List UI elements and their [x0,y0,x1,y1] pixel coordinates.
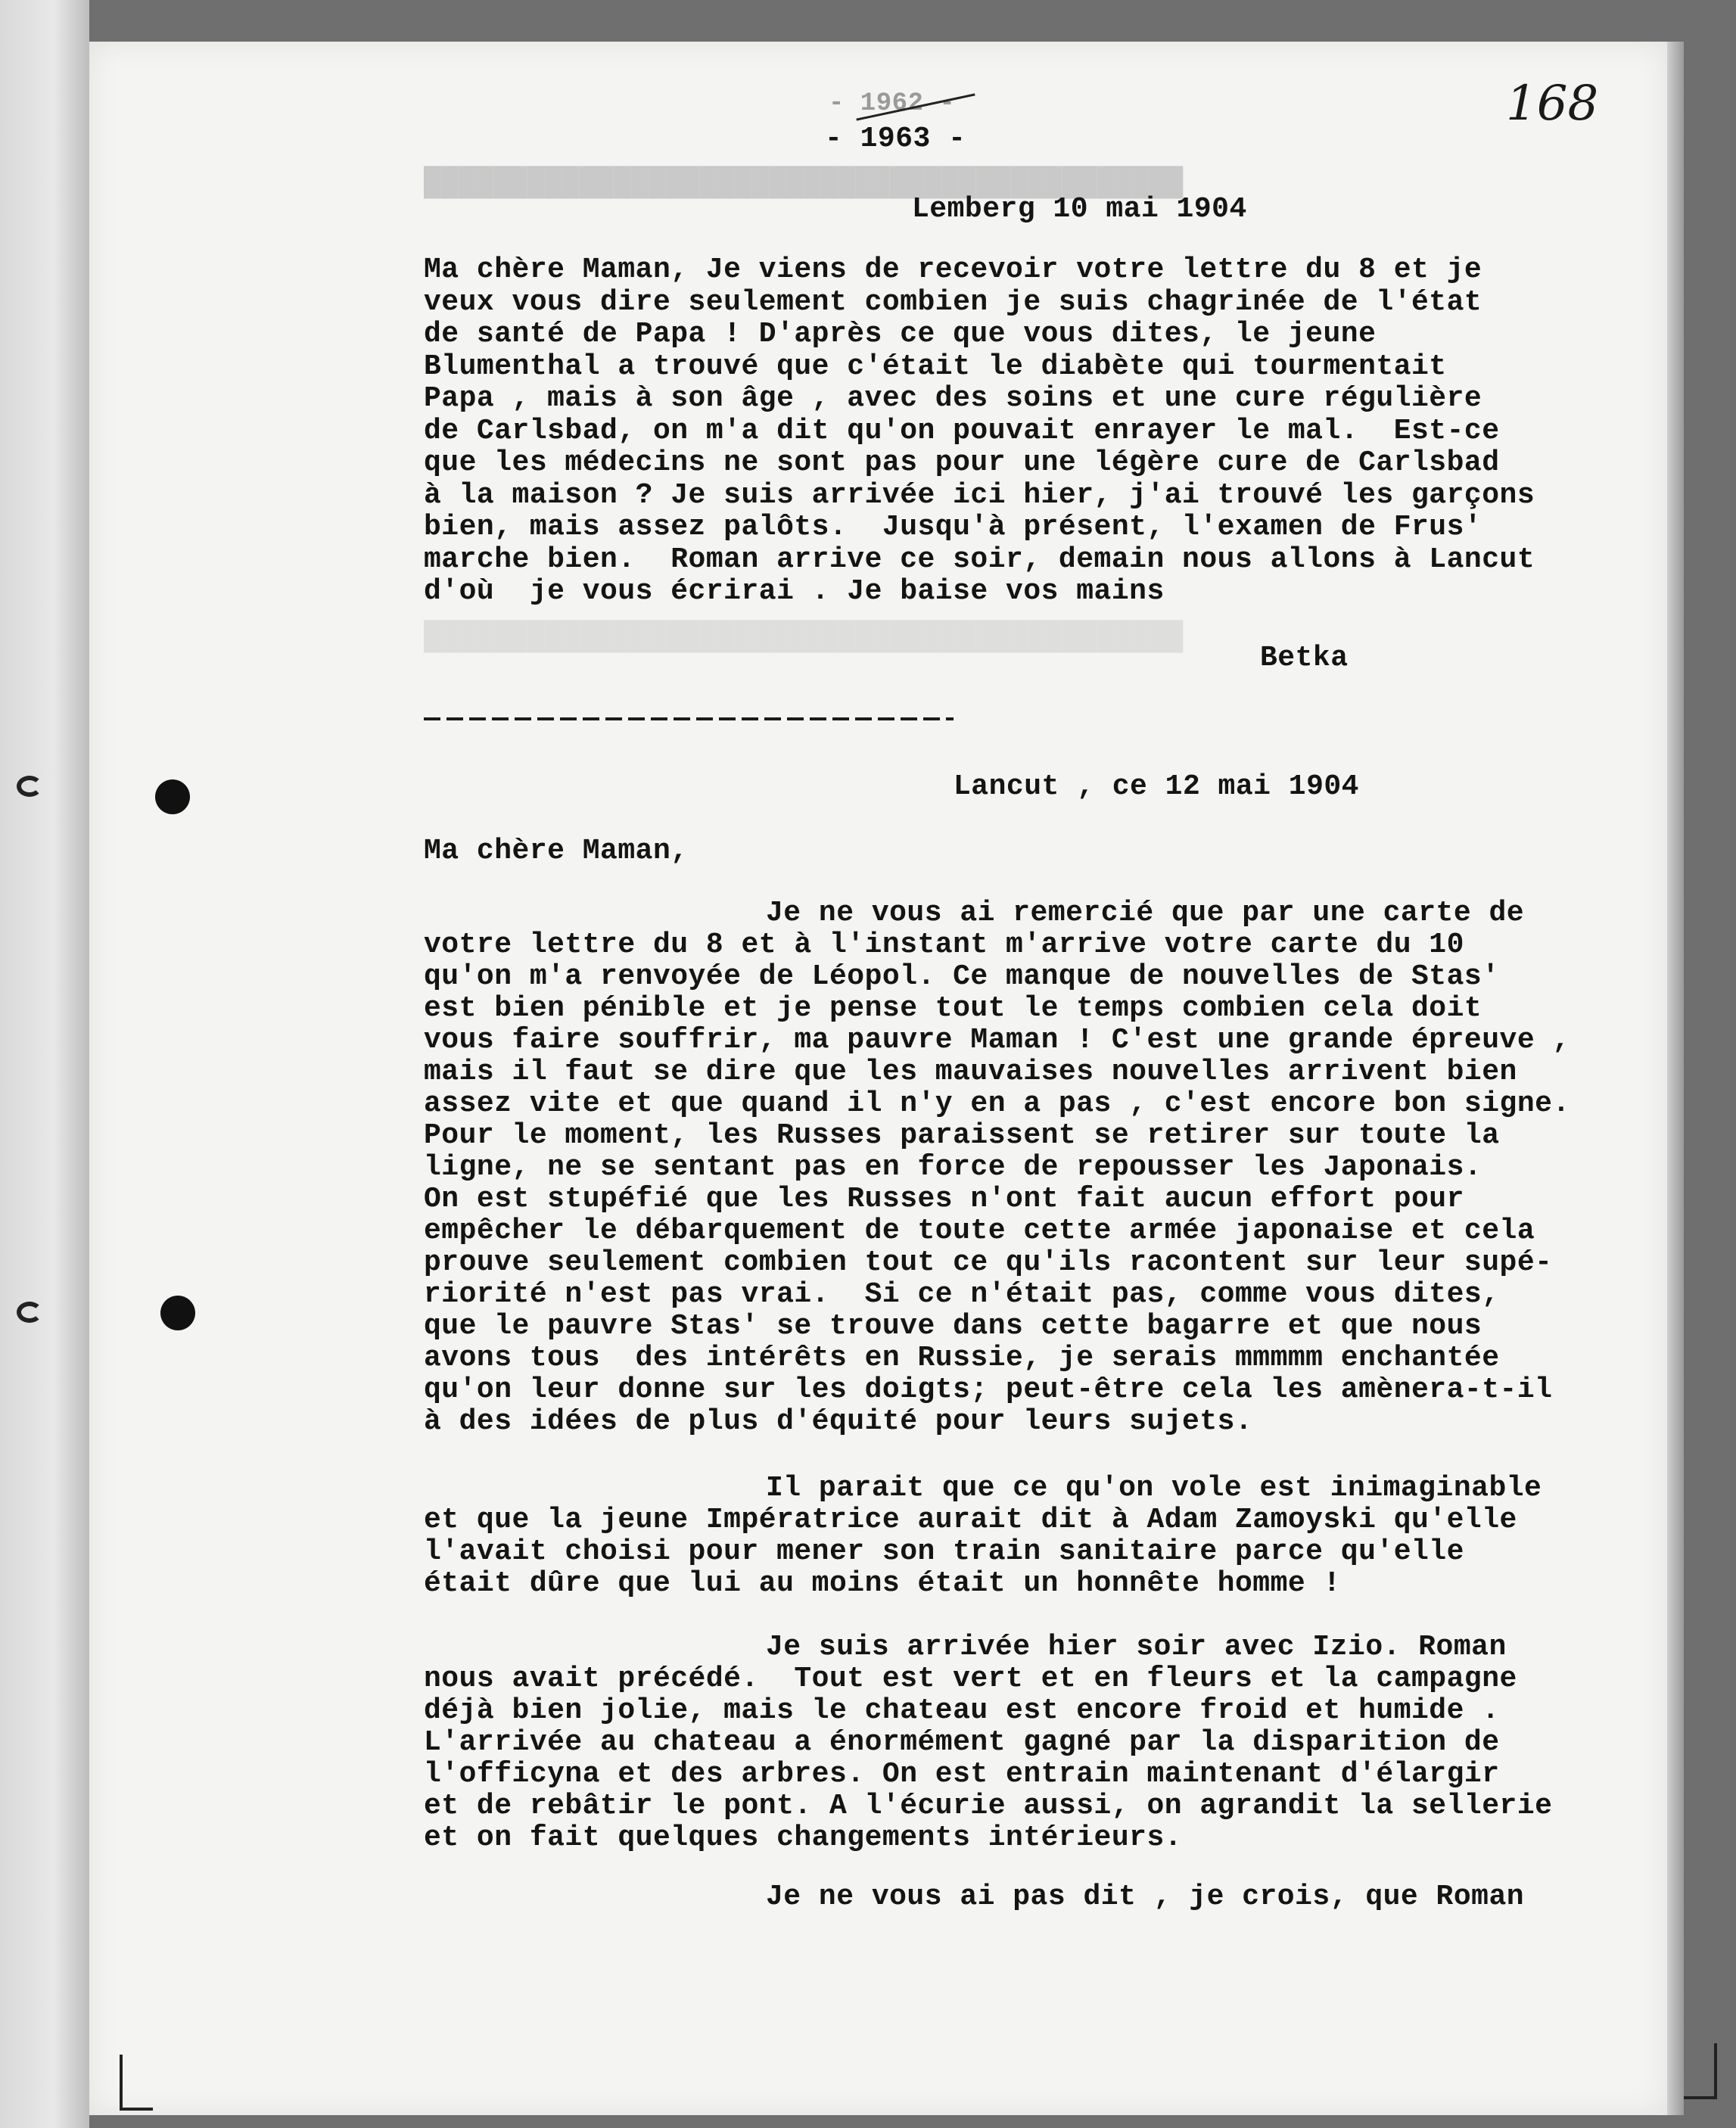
text-line: assez vite et que quand il n'y en a pas , c'est encore bon signe. [424,1087,1570,1120]
text-line: veux vous dire seulement combien je suis chagrinée de l'état [424,285,1482,319]
punch-hole-top [155,779,190,814]
text-line: riorité n'est pas vrai. Si ce n'était pas, comme vous dites, [424,1278,1500,1311]
crop-mark-right [1684,2043,1717,2099]
letter2-salutation: Ma chère Maman, [424,835,689,867]
text-line: l'avait choisi pour mener son train sanitaire parce qu'elle [424,1535,1464,1568]
text-line: qu'on leur donne sur les doigts; peut-être cela les amènera-t-il [424,1374,1553,1406]
text-line: nous avait précédé. Tout est vert et en fleurs et la campagne [424,1663,1517,1695]
text-line: Il parait que ce qu'on vole est inimaginable [766,1472,1542,1504]
letter1-signature: Betka [1260,642,1349,674]
bleed-through: ████████████████████████████████████████████ [424,166,1184,199]
text-line: à des idées de plus d'équité pour leurs sujets. [424,1405,1253,1438]
text-line: empêcher le débarquement de toute cette armée japonaise et cela [424,1215,1535,1247]
text-line: ligne, ne se sentant pas en force de repousser les Japonais. [424,1151,1482,1184]
page-edge [1667,42,1684,2115]
text-line: à la maison ? Je suis arrivée ici hier, j'ai trouvé les garçons [424,478,1535,512]
page-header-struck: - 1962 - [829,89,956,118]
letter1-dateline: Lemberg 10 mai 1904 [912,193,1247,226]
text-line: d'où je vous écrirai . Je baise vos mains [424,575,1165,608]
text-line: marche bien. Roman arrive ce soir, demain nous allons à Lancut [424,543,1535,576]
handwritten-page-number: 168 [1506,76,1599,132]
text-line: mais il faut se dire que les mauvaises nouvelles arrivent bien [424,1056,1517,1088]
text-line: avons tous des intérêts en Russie, je serais mmmmm enchantée [424,1342,1500,1374]
text-line: Je suis arrivée hier soir avec Izio. Roman [766,1631,1507,1663]
text-line: Blumenthal a trouvé que c'était le diabète qui tourmentait [424,350,1447,383]
text-line: et de rebâtir le pont. A l'écurie aussi, on agrandit la sellerie [424,1790,1553,1822]
text-line: Pour le moment, les Russes paraissent se retirer sur toute la [424,1119,1500,1152]
text-line: que le pauvre Stas' se trouve dans cette bagarre et que nous [424,1310,1482,1342]
text-line: et que la jeune Impératrice aurait dit à Adam Zamoyski qu'elle [424,1504,1517,1536]
text-line: Ma chère Maman, Je viens de recevoir votre lettre du 8 et je [424,254,1482,286]
text-line: Papa , mais à son âge , avec des soins et une cure régulière [424,382,1482,415]
text-line: de santé de Papa ! D'après ce que vous dites, le jeune [424,318,1377,350]
punch-hole-bottom [160,1296,195,1330]
ring-mark-top [17,776,42,797]
text-line: Je ne vous ai pas dit , je crois, que Roman [766,1881,1525,1913]
text-line: de Carlsbad, on m'a dit qu'on pouvait enrayer le mal. Est-ce [424,414,1500,447]
text-line: et on fait quelques changements intérieurs. [424,1822,1183,1854]
page-header: - 1963 - [825,123,966,155]
text-line: qu'on m'a renvoyée de Léopol. Ce manque de nouvelles de Stas' [424,960,1500,993]
text-line: prouve seulement combien tout ce qu'ils racontent sur leur supé- [424,1246,1553,1279]
letter2-dateline: Lancut , ce 12 mai 1904 [954,770,1359,803]
text-line: On est stupéfié que les Russes n'ont fait aucun effort pour [424,1183,1464,1215]
crop-mark-left [120,2055,153,2111]
bleed-through: ████████████████████████████████████████████ [424,621,1184,653]
text-line: vous faire souffrir, ma pauvre Maman ! C'est une grande épreuve , [424,1024,1570,1056]
text-line: bien, mais assez palôts. Jusqu'à présent, l'examen de Frus' [424,511,1482,543]
text-line: déjà bien jolie, mais le chateau est encore froid et humide . [424,1694,1500,1727]
text-line: l'officyna et des arbres. On est entrain maintenant d'élargir [424,1758,1500,1790]
text-line: L'arrivée au chateau a énormément gagné par la disparition de [424,1726,1500,1759]
ring-mark-bottom [17,1302,42,1323]
text-line: votre lettre du 8 et à l'instant m'arrive votre carte du 10 [424,929,1464,961]
binder-strip [0,0,89,2128]
text-line: est bien pénible et je pense tout le temps combien cela doit [424,992,1482,1025]
section-divider [424,717,954,720]
text-line: que les médecins ne sont pas pour une légère cure de Carlsbad [424,446,1500,479]
text-line: Je ne vous ai remercié que par une carte de [766,897,1525,929]
text-line: était dûre que lui au moins était un honnête homme ! [424,1567,1341,1600]
